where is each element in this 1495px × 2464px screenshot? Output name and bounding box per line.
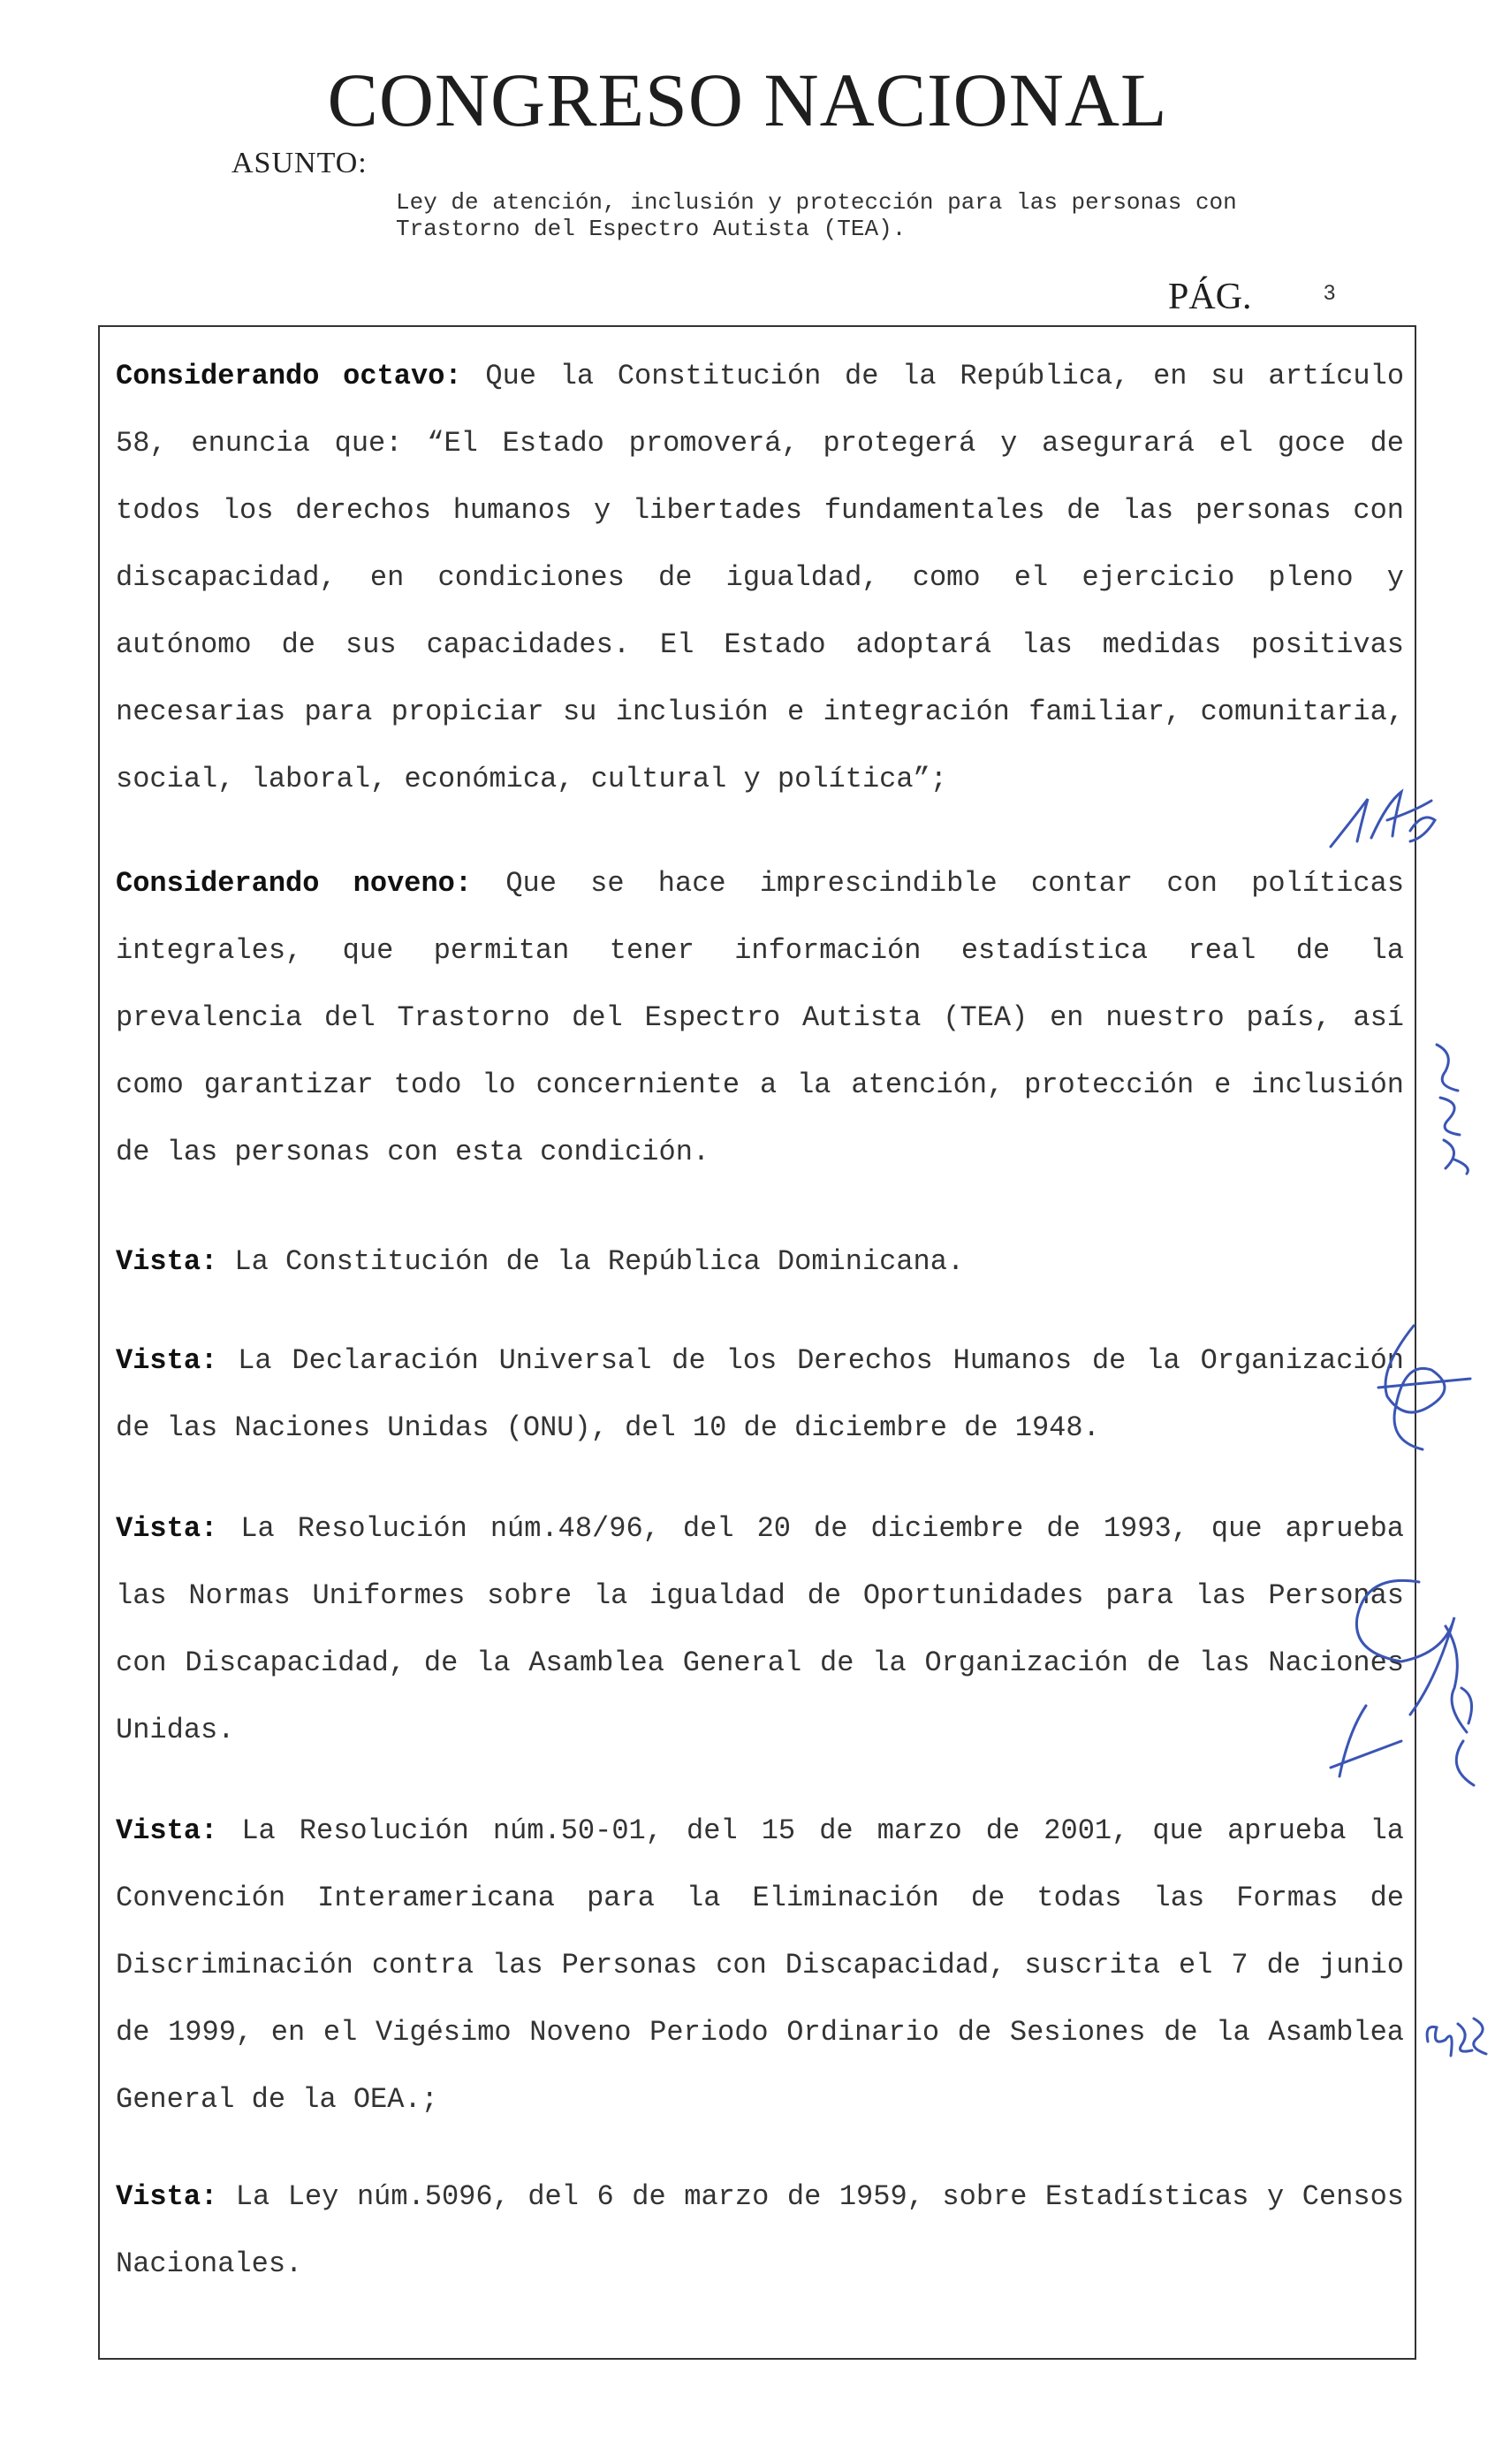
paragraph-text: La Resolución núm.50-01, del 15 de marzo de 2001, que aprueba la Convención Interamericana para la Eliminación de todas las Formas de Discriminación contra las Personas con Discapacidad, suscrita el 7 de junio de 1999, en el Vigésimo Noveno Periodo Ordinario de Sesiones de la Asamblea General de la OEA.; (116, 1814, 1405, 2116)
paragraph-text: Que la Constitución de la República, en su artículo 58, enuncia que: “El Estado promoverá, protegerá y asegurará el goce de todos los derechos humanos y libertades fundamentales de las personas con discapacidad, en condiciones de igualdad, como el ejercicio pleno y autónomo de sus capacidades. El Estado adoptará las medidas positivas necesarias para propiciar su inclusión e integración familiar, comunitaria, social, laboral, económica, cultural y política”; (116, 360, 1405, 795)
signature-stroke (1331, 792, 1435, 847)
asunto-text: Ley de atención, inclusión y protección para las personas con Trastorno del Espectro Autista (TEA). (396, 189, 1237, 242)
paragraph-lead: Considerando noveno: (116, 867, 473, 900)
paragraph-text: La Resolución núm.48/96, del 20 de diciembre de 1993, que aprueba las Normas Uniformes sobre la igualdad de Oportunidades para las Personas con Discapacidad, de la Asamblea General de la Organización de las Naciones Unidas. (116, 1512, 1405, 1746)
handwritten-initials-2 (1419, 1036, 1484, 1177)
paragraph-vista-resolucion-50-01 (116, 1798, 1404, 2133)
page-number: 3 (1324, 281, 1336, 305)
signature-stroke (1427, 2019, 1486, 2056)
paragraph-lead: Vista: (116, 2180, 218, 2213)
paragraph-vista-declaracion (116, 1327, 1404, 1462)
handwritten-initials-5 (1419, 2006, 1493, 2068)
paragraph-lead: Vista: (116, 1512, 218, 1545)
handwritten-initials-3 (1361, 1317, 1476, 1458)
paragraph-considerando-noveno (116, 850, 1404, 1186)
page-label: PÁG. (1168, 277, 1252, 317)
signature-stroke (1446, 1626, 1474, 1785)
paragraph-vista-resolucion-48-96 (116, 1495, 1404, 1764)
paragraph-lead: Considerando octavo: (116, 360, 462, 392)
paragraph-vista-constitucion (116, 1228, 1404, 1296)
paragraph-vista-ley-5096 (116, 2164, 1404, 2298)
paragraph-lead: Vista: (116, 1344, 218, 1377)
paragraph-lead: Vista: (116, 1814, 218, 1847)
signature-stroke (1437, 1045, 1468, 1174)
masthead: CONGRESO NACIONAL (327, 57, 1168, 142)
paragraph-text: La Ley núm.5096, del 6 de marzo de 1959, sobre Estadísticas y Censos Nacionales. (116, 2180, 1405, 2280)
paragraph-lead: Vista: (116, 1245, 218, 1278)
paragraph-text: La Constitución de la República Dominicana. (234, 1245, 965, 1278)
signature-stroke (1331, 1580, 1454, 1776)
handwritten-initials-4 (1313, 1555, 1481, 1821)
signature-stroke (1378, 1326, 1470, 1449)
handwritten-initials-1 (1325, 785, 1440, 856)
paragraph-text: Que se hace imprescindible contar con políticas integrales, que permitan tener información estadística real de la prevalencia del Trastorno del Espectro Autista (TEA) en nuestro país, así como garantizar todo lo concerniente a la atención, protección e inclusión de las personas con esta condición. (116, 867, 1405, 1168)
asunto-label: ASUNTO: (231, 147, 368, 179)
paragraph-considerando-octavo (116, 343, 1404, 813)
paragraph-text: La Declaración Universal de los Derechos Humanos de la Organización de las Naciones Unidas (ONU), del 10 de diciembre de 1948. (116, 1344, 1405, 1444)
